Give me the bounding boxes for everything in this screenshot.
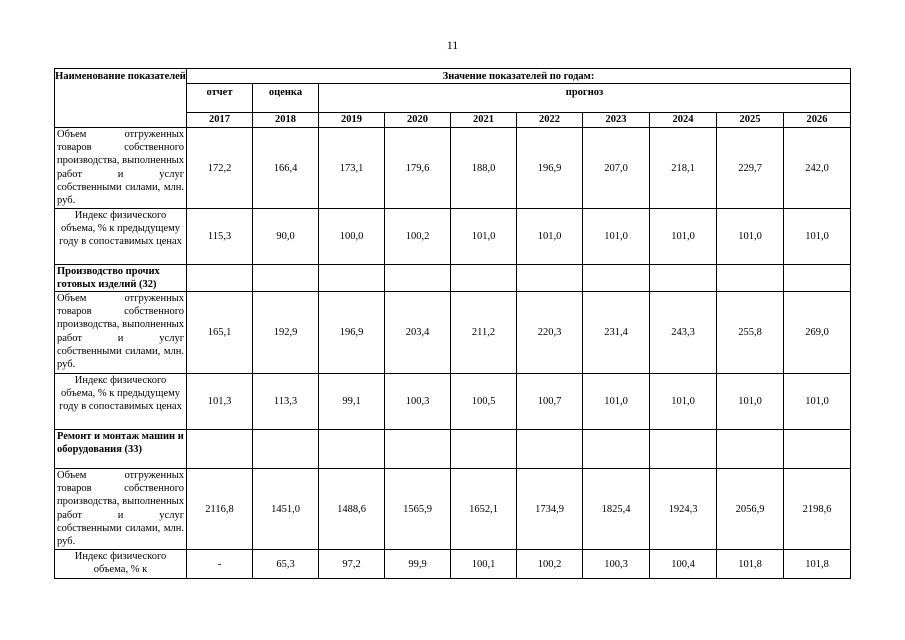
value-cell: 101,0 (784, 209, 851, 265)
value-cell: 100,2 (517, 550, 583, 579)
value-cell: 101,0 (583, 209, 650, 265)
year-header: 2024 (650, 113, 717, 128)
value-cell: 166,4 (253, 128, 319, 209)
indicators-table (54, 68, 851, 579)
empty-cell (784, 430, 851, 469)
value-cell: 99,1 (319, 374, 385, 430)
empty-cell (583, 430, 650, 469)
empty-cell (650, 430, 717, 469)
section-row (55, 265, 851, 292)
value-cell: 2056,9 (717, 469, 784, 550)
value-cell: 113,3 (253, 374, 319, 430)
value-cell: 101,0 (717, 209, 784, 265)
year-header: 2022 (517, 113, 583, 128)
value-cell: 1451,0 (253, 469, 319, 550)
table-row (55, 128, 851, 209)
value-cell: 218,1 (650, 128, 717, 209)
value-cell: 179,6 (385, 128, 451, 209)
forecast-subheader: прогноз (319, 84, 851, 113)
value-cell: 192,9 (253, 292, 319, 374)
section-title: Производство прочих готовых изделий (32) (55, 265, 187, 292)
year-header: 2026 (784, 113, 851, 128)
value-cell: 165,1 (187, 292, 253, 374)
empty-cell (583, 265, 650, 292)
value-cell: 101,0 (650, 374, 717, 430)
value-cell: 100,0 (319, 209, 385, 265)
year-header: 2020 (385, 113, 451, 128)
value-cell: 100,2 (385, 209, 451, 265)
empty-cell (319, 265, 385, 292)
year-header: 2021 (451, 113, 517, 128)
value-cell: 188,0 (451, 128, 517, 209)
value-cell: 269,0 (784, 292, 851, 374)
indicator-name: Объем отгруженных товаров собственного производства, выполненных работ и услуг собственными силами, млн. руб. (55, 469, 187, 550)
value-cell: 231,4 (583, 292, 650, 374)
value-cell: 1734,9 (517, 469, 583, 550)
value-cell: 242,0 (784, 128, 851, 209)
value-cell: 1652,1 (451, 469, 517, 550)
year-header: 2023 (583, 113, 650, 128)
value-cell: 2116,8 (187, 469, 253, 550)
value-cell: 211,2 (451, 292, 517, 374)
table-row (55, 374, 851, 430)
value-cell: 1565,9 (385, 469, 451, 550)
value-cell: 207,0 (583, 128, 650, 209)
value-cell: 65,3 (253, 550, 319, 579)
value-cell: 229,7 (717, 128, 784, 209)
empty-cell (717, 265, 784, 292)
value-cell: 1924,3 (650, 469, 717, 550)
empty-cell (187, 430, 253, 469)
value-cell: 90,0 (253, 209, 319, 265)
value-cell: 101,0 (517, 209, 583, 265)
value-cell: 97,2 (319, 550, 385, 579)
value-cell: 101,0 (451, 209, 517, 265)
value-cell: - (187, 550, 253, 579)
empty-cell (650, 265, 717, 292)
value-cell: 1825,4 (583, 469, 650, 550)
indicator-name: Объем отгруженных товаров собственного производства, выполненных работ и услуг собственными силами, млн. руб. (55, 292, 187, 374)
value-cell: 100,3 (583, 550, 650, 579)
value-cell: 101,0 (583, 374, 650, 430)
indicator-name: Индекс физического объема, % к (55, 550, 187, 579)
empty-cell (517, 430, 583, 469)
indicator-name: Индекс физического объема, % к предыдущему году в сопоставимых ценах (55, 374, 187, 430)
empty-cell (187, 265, 253, 292)
empty-cell (319, 430, 385, 469)
empty-cell (253, 430, 319, 469)
value-cell: 99,9 (385, 550, 451, 579)
empty-cell (784, 265, 851, 292)
page-number: 11 (446, 38, 459, 52)
report-subheader: отчет (187, 84, 253, 113)
value-cell: 220,3 (517, 292, 583, 374)
year-header: 2017 (187, 113, 253, 128)
value-cell: 101,8 (784, 550, 851, 579)
table-row (55, 550, 851, 579)
section-row (55, 430, 851, 469)
indicator-name: Индекс физического объема, % к предыдущему году в сопоставимых ценах (55, 209, 187, 265)
value-cell: 101,8 (717, 550, 784, 579)
table-row (55, 469, 851, 550)
empty-cell (253, 265, 319, 292)
value-cell: 196,9 (517, 128, 583, 209)
value-cell: 255,8 (717, 292, 784, 374)
section-title: Ремонт и монтаж машин и оборудования (33) (55, 430, 187, 469)
value-cell: 100,5 (451, 374, 517, 430)
name-column-header: Наименование показателей (55, 69, 187, 128)
value-cell: 101,0 (650, 209, 717, 265)
value-cell: 196,9 (319, 292, 385, 374)
value-cell: 203,4 (385, 292, 451, 374)
header-row-1 (55, 69, 851, 84)
empty-cell (517, 265, 583, 292)
year-header: 2018 (253, 113, 319, 128)
value-cell: 100,4 (650, 550, 717, 579)
table-row (55, 292, 851, 374)
value-cell: 100,1 (451, 550, 517, 579)
empty-cell (385, 430, 451, 469)
value-cell: 172,2 (187, 128, 253, 209)
value-cell: 100,3 (385, 374, 451, 430)
value-cell: 101,0 (784, 374, 851, 430)
value-cell: 101,0 (717, 374, 784, 430)
empty-cell (451, 430, 517, 469)
table-row (55, 209, 851, 265)
year-header: 2019 (319, 113, 385, 128)
value-cell: 2198,6 (784, 469, 851, 550)
value-cell: 115,3 (187, 209, 253, 265)
empty-cell (717, 430, 784, 469)
value-cell: 101,3 (187, 374, 253, 430)
empty-cell (385, 265, 451, 292)
indicator-name: Объем отгруженных товаров собственного производства, выполненных работ и услуг собственными силами, млн. руб. (55, 128, 187, 209)
year-header: 2025 (717, 113, 784, 128)
value-cell: 1488,6 (319, 469, 385, 550)
estimate-subheader: оценка (253, 84, 319, 113)
value-cell: 100,7 (517, 374, 583, 430)
values-group-header: Значение показателей по годам: (187, 69, 851, 84)
empty-cell (451, 265, 517, 292)
value-cell: 243,3 (650, 292, 717, 374)
value-cell: 173,1 (319, 128, 385, 209)
